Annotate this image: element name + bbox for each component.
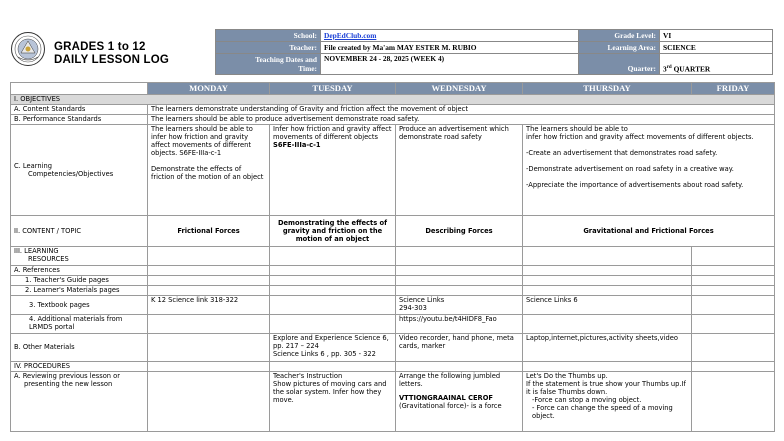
performance-standards-label: B. Performance Standards	[11, 115, 148, 125]
wednesday-objectives: Produce an advertisement which demonstrate road safety	[396, 125, 523, 216]
day-tuesday: TUESDAY	[270, 83, 396, 95]
document-title	[54, 41, 169, 67]
empty-cell	[692, 286, 775, 296]
additional-materials-row	[11, 315, 775, 334]
day-friday: FRIDAY	[692, 83, 775, 95]
other-tuesday-2: Science Links 6 , pp. 305 - 322	[273, 350, 376, 359]
empty-cell	[270, 276, 396, 286]
reviewing-wednesday-1: Arrange the following jumbled letters.	[399, 372, 501, 389]
other-materials-label: B. Other Materials	[11, 334, 148, 362]
school-link[interactable]: DepEdClub.com	[324, 30, 377, 40]
learning-resources-2: RESOURCES	[28, 255, 69, 264]
objectives-row	[11, 95, 775, 105]
corner-cell	[11, 83, 148, 95]
teacher-value: File created by Ma'am MAY ESTER M. RUBIO	[321, 42, 579, 54]
days-header-row	[11, 83, 775, 95]
empty-cell	[523, 315, 692, 334]
empty-cell	[270, 296, 396, 315]
school-value	[321, 30, 579, 42]
empty-cell	[523, 247, 692, 266]
dates-value: NOVEMBER 24 - 28, 2025 (WEEK 4)	[321, 54, 579, 75]
other-tuesday	[270, 334, 396, 362]
reviewing-row	[11, 372, 775, 432]
quarter-label: Quarter:	[579, 54, 660, 75]
textbook-wednesday-1: Science Links	[399, 296, 445, 304]
content-standards-text: The learners demonstrate understanding of Gravity and friction affect the movement of object	[148, 105, 775, 115]
additional-label-1: 4. Additional materials from	[29, 315, 123, 323]
reviewing-thursday-2: If the statement is true show your Thumbs up.If it is false Thumbs down.	[526, 380, 686, 397]
empty-cell	[396, 247, 523, 266]
empty-cell	[148, 286, 270, 296]
area-label: Learning Area:	[579, 42, 660, 54]
topic-thursday-friday: Gravitational and Frictional Forces	[523, 216, 775, 247]
reviewing-wednesday-2: VTTIONGRAAINAL CEROF	[399, 394, 493, 403]
textbook-monday: K 12 Science link 318-322	[148, 296, 270, 315]
empty-cell	[396, 286, 523, 296]
reviewing-label-2: presenting the new lesson	[24, 380, 113, 389]
learners-materials-label: 2. Learner's Materials pages	[11, 286, 148, 296]
reviewing-tuesday-2: Show pictures of moving cars and the solar system. Infer how they move.	[273, 380, 387, 405]
textbook-label: 3. Textbook pages	[11, 296, 148, 315]
tuesday-objectives	[270, 125, 396, 216]
reviewing-tuesday-1: Teacher's Instruction	[273, 372, 343, 380]
tuesday-obj-1: Infer how friction and gravity affect movements of different objects	[273, 125, 392, 142]
thursday-objectives	[523, 125, 775, 216]
dates-label-line2: Time:	[298, 64, 317, 73]
title-line-2: DAILY LESSON LOG	[54, 54, 170, 66]
empty-cell	[270, 266, 396, 276]
reviewing-label-1: A. Reviewing previous lesson or	[14, 372, 120, 380]
learning-resources-1: III. LEARNING	[14, 247, 59, 255]
title-line-1: GRADES 1 to 12	[54, 41, 146, 53]
textbook-wednesday	[396, 296, 523, 315]
empty-cell	[523, 276, 692, 286]
tuesday-obj-code: S6FE-IIIa-c-1	[273, 141, 321, 150]
empty-cell	[270, 247, 396, 266]
empty-cell	[523, 266, 692, 276]
empty-cell	[396, 276, 523, 286]
teachers-guide-label: 1. Teacher's Guide pages	[11, 276, 148, 286]
empty-cell	[692, 247, 775, 266]
learning-resources-label	[11, 247, 148, 266]
quarter-word: QUARTER	[673, 64, 711, 73]
references-row	[11, 266, 775, 276]
performance-standards-text: The learners should be able to produce advertisement demonstrate road safety.	[148, 115, 775, 125]
quarter-sup: rd	[666, 64, 672, 70]
empty-cell	[148, 372, 270, 432]
teachers-guide-row	[11, 276, 775, 286]
additional-wednesday-link[interactable]: https://youtu.be/t4HIDF8_Fao	[396, 315, 523, 334]
competencies-label-2: Competencies/Objectives	[28, 170, 114, 178]
other-tuesday-1: Explore and Experience Science 6, pp. 217 – 224	[273, 334, 389, 351]
monday-obj-2: Demonstrate the effects of friction of the motion of an object	[151, 165, 264, 182]
additional-label-2: LRMDS portal	[29, 323, 75, 332]
reviewing-tuesday	[270, 372, 396, 432]
thursday-obj-3: -Create an advertisement that demonstrates road safety.	[526, 149, 718, 158]
reviewing-wednesday	[396, 372, 523, 432]
topic-tuesday: Demonstrating the effects of gravity and friction on the motion of an object	[270, 216, 396, 247]
empty-cell	[270, 315, 396, 334]
empty-cell	[148, 315, 270, 334]
thursday-obj-2: infer how friction and gravity affect movements of different objects.	[526, 133, 754, 142]
competencies-row	[11, 125, 775, 216]
dates-label-line1: Teaching Dates and	[255, 55, 317, 64]
competencies-label-1: C. Learning	[14, 161, 52, 170]
empty-cell	[692, 372, 775, 432]
reviewing-label	[11, 372, 148, 432]
empty-cell	[270, 286, 396, 296]
area-value: SCIENCE	[660, 42, 773, 54]
empty-cell	[148, 334, 270, 362]
other-materials-row	[11, 334, 775, 362]
empty-cell	[396, 362, 523, 372]
empty-cell	[692, 266, 775, 276]
empty-cell	[148, 362, 270, 372]
lesson-info-table	[215, 29, 773, 75]
day-thursday: THURSDAY	[523, 83, 692, 95]
thursday-obj-5: -Appreciate the importance of advertisements about road safety.	[526, 181, 744, 190]
content-standards-row	[11, 105, 775, 115]
empty-cell	[148, 276, 270, 286]
content-standards-label: A. Content Standards	[11, 105, 148, 115]
school-label: School:	[216, 30, 321, 42]
topic-wednesday: Describing Forces	[396, 216, 523, 247]
textbook-wednesday-2: 294-303	[399, 304, 427, 313]
procedures-label: IV. PROCEDURES	[11, 362, 148, 372]
day-monday: MONDAY	[148, 83, 270, 95]
empty-cell	[523, 362, 692, 372]
empty-cell	[148, 266, 270, 276]
empty-cell	[396, 266, 523, 276]
empty-cell	[692, 276, 775, 286]
monday-objectives	[148, 125, 270, 216]
quarter-value	[660, 54, 773, 75]
empty-cell	[692, 334, 775, 362]
content-topic-row	[11, 216, 775, 247]
empty-cell	[148, 247, 270, 266]
grade-label: Grade Level:	[579, 30, 660, 42]
quarter-num: 3	[663, 64, 667, 73]
learners-materials-row	[11, 286, 775, 296]
textbook-thursday: Science Links 6	[523, 296, 692, 315]
thursday-obj-4: -Demonstrate advertisement on road safety in a creative way.	[526, 165, 734, 174]
empty-cell	[692, 315, 775, 334]
deped-seal-icon	[10, 29, 46, 69]
performance-standards-row	[11, 115, 775, 125]
objectives-heading: I. OBJECTIVES	[11, 95, 775, 105]
reviewing-thursday-3: -Force can stop a moving object.	[532, 396, 642, 405]
reviewing-wednesday-3: (Gravitational force)- is a force	[399, 402, 502, 411]
thursday-obj-1: The learners should be able to	[526, 125, 628, 133]
content-topic-label: II. CONTENT / TOPIC	[11, 216, 148, 247]
learning-resources-row	[11, 247, 775, 266]
reviewing-thursday-4: - Force can change the speed of a moving object.	[532, 404, 673, 421]
reviewing-thursday	[523, 372, 692, 432]
textbook-row	[11, 296, 775, 315]
procedures-row	[11, 362, 775, 372]
monday-obj-1: The learners should be able to infer how friction and gravity affect movements of different objects. S6FE-IIIa-c-1	[151, 125, 253, 158]
reviewing-thursday-1: Let's Do the Thumbs up.	[526, 372, 608, 380]
additional-materials-label	[11, 315, 148, 334]
other-wednesday: Video recorder, hand phone, meta cards, marker	[396, 334, 523, 362]
competencies-label	[11, 125, 148, 216]
topic-monday: Frictional Forces	[148, 216, 270, 247]
empty-cell	[270, 362, 396, 372]
empty-cell	[692, 296, 775, 315]
empty-cell	[692, 362, 775, 372]
other-thursday: Laptop,internet,pictures,activity sheets,video	[523, 334, 692, 362]
lesson-log-table	[10, 82, 775, 432]
dates-label	[216, 54, 321, 75]
teacher-label: Teacher:	[216, 42, 321, 54]
grade-value: VI	[660, 30, 773, 42]
day-wednesday: WEDNESDAY	[396, 83, 523, 95]
empty-cell	[523, 286, 692, 296]
references-label: A. References	[11, 266, 148, 276]
